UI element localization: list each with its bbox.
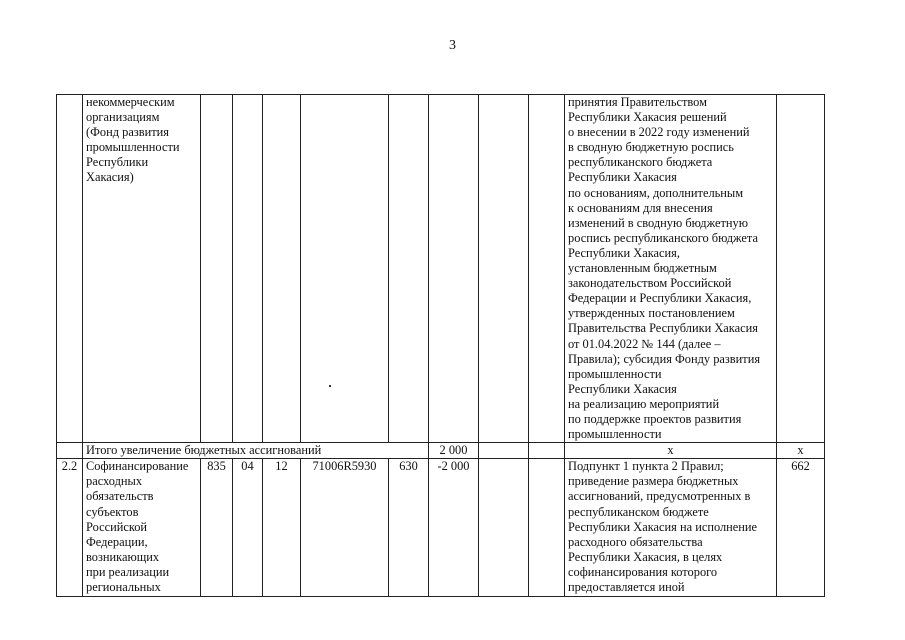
- amount-cell: -2 000: [429, 459, 479, 597]
- total-label: Итого увеличение бюджетных ассигнований: [83, 443, 429, 459]
- section-code: 04: [233, 459, 263, 597]
- expense-name-cell: некоммерческим организациям (Фонд развития промышленности Республики Хакасия): [83, 95, 201, 443]
- ministry-code: 835: [201, 459, 233, 597]
- page-number: 3: [449, 38, 456, 53]
- table-row: [57, 95, 825, 443]
- rationale-cell: Подпункт 1 пункта 2 Правил; приведение размера бюджетных ассигнований, предусмотренных в республиканском бюджете Республики Хакасия на исполнение расходного обязательства Республики Хакасия, в целях софинансирования которого предоставляется иной: [565, 459, 777, 597]
- subsection-code: 12: [263, 459, 301, 597]
- budget-changes-table: [56, 94, 825, 597]
- scan-dot: [329, 385, 331, 387]
- total-x-code: х: [777, 443, 825, 459]
- total-amount: 2 000: [429, 443, 479, 459]
- code-cell: 662: [777, 459, 825, 597]
- expense-type-code: 630: [389, 459, 429, 597]
- target-article-code: 71006R5930: [301, 459, 389, 597]
- total-x-rationale: х: [565, 443, 777, 459]
- expense-name-cell: Софинансирование расходных обязательств субъектов Российской Федерации, возникающих при реализации региональных: [83, 459, 201, 597]
- rationale-cell: принятия Правительством Республики Хакасия решений о внесении в 2022 году изменений в сводную бюджетную роспись республиканского бюджета Республики Хакасия по основаниям, дополнительным к основаниям для внесения изменений в сводную бюджетную роспись республиканского бюджета Республики Хакасия, установленным бюджетным законодательством Российской Федерации и Республики Хакасия, утвержденных постановлением Правительства Республики Хакасия от 01.04.2022 № 144 (далее – Правила); субсидия Фонду развития промышленности Республики Хакасия на реализацию мероприятий по поддержке проектов развития промышленности: [565, 95, 777, 443]
- table-row: [57, 459, 825, 597]
- total-row: [57, 443, 825, 459]
- row-number: 2.2: [57, 459, 83, 597]
